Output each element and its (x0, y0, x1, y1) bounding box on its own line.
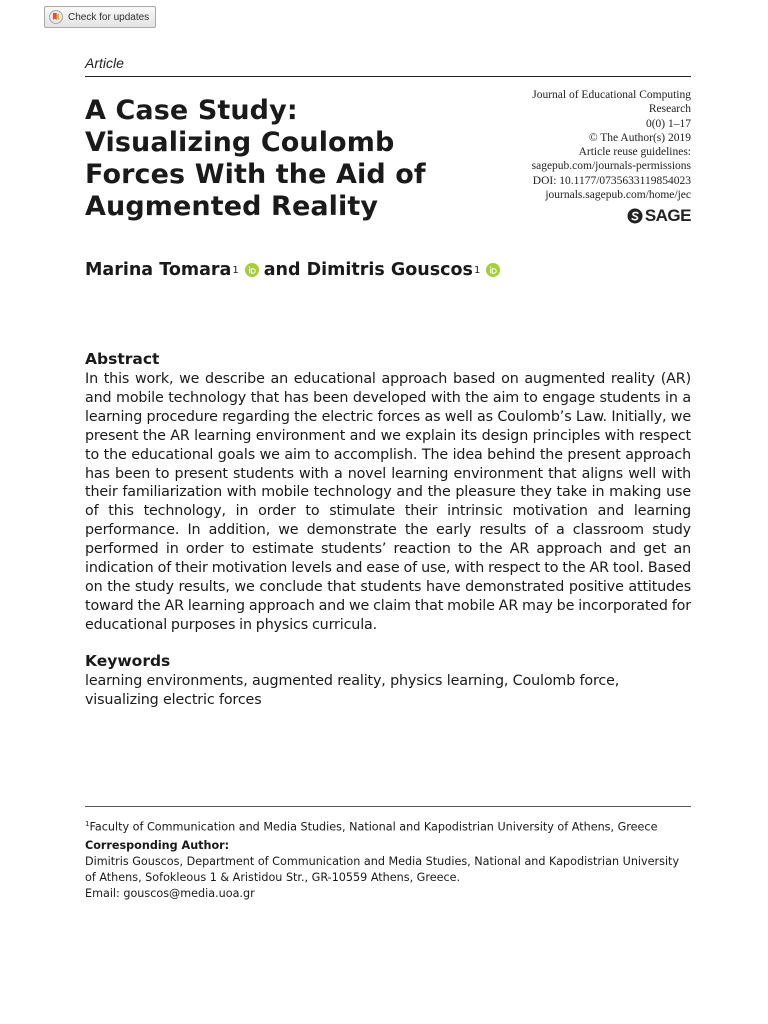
affiliation-mark: 1 (85, 820, 90, 828)
check-updates-icon (49, 10, 63, 24)
keywords-text: learning environments, augmented reality, physics learning, Coulomb force, visualizing electric forces (85, 673, 620, 708)
article-title: A Case Study: Visualizing Coulomb Forces With the Aid of Augmented Reality (85, 95, 426, 222)
sage-logo-icon (627, 208, 643, 224)
header-rule (85, 76, 691, 77)
corresponding-author-label: Corresponding Author: (85, 839, 230, 852)
corresponding-author-email[interactable]: Email: gouscos@media.uoa.gr (85, 887, 255, 900)
journal-volume: 0(0) 1–17 (645, 117, 691, 130)
article-type-label: Article (85, 55, 124, 71)
publisher-logo (627, 206, 691, 226)
doi[interactable]: DOI: 10.1177/0735633119854023 (532, 174, 691, 187)
reuse-guidelines: Article reuse guidelines: (578, 146, 691, 159)
author-separator: and (263, 260, 301, 280)
affiliation-footnote (85, 817, 705, 835)
check-for-updates-button[interactable] (44, 6, 156, 28)
copyright: © The Author(s) 2019 (588, 131, 691, 144)
publisher-name: SAGE (644, 206, 691, 225)
abstract-text: In this work, we describe an educational approach based on augmented reality (AR) and mobile technology that has been developed with the aim to engage students in a learning procedure regarding the electric forces as well as Coulomb’s Law. Initially, we present the AR learning environment and we explain its design principles with respect to the educational goals we aim to accomplish. The idea behind the present approach has been to present students with a novel learning environment that aligns well with their familiarization with mobile technology and the pleasure they take in making use of this technology, in order to stimulate their intrinsic motivation and learning performance. In addition, we demonstrate the early results of a classroom study performed in order to estimate students’ reaction to the AR approach and get an indication of their motivation levels and ease of use, with respect to the AR tool. Based on the study results, we conclude that students have demonstrated positive attitudes toward the AR learning approach and we claim that mobile AR may be incorporated for educational purposes in physics curricula. (85, 371, 691, 633)
author-name: Marina Tomara (85, 260, 232, 280)
keywords-heading: Keywords (85, 652, 171, 670)
journal-name-cont: Research (648, 103, 691, 116)
footnote-rule (85, 806, 691, 807)
reuse-link[interactable]: sagepub.com/journals-permissions (531, 160, 691, 173)
journal-info (491, 88, 691, 202)
orcid-icon[interactable] (245, 263, 259, 277)
corresponding-author (85, 838, 691, 902)
author-affiliation-mark: 1 (232, 265, 239, 276)
author-list (85, 260, 505, 280)
journal-home-link[interactable]: journals.sagepub.com/home/jec (545, 189, 691, 202)
abstract-heading: Abstract (85, 350, 160, 368)
corresponding-author-text: Dimitris Gouscos, Department of Communication and Media Studies, National and Kapodistrian University of Athens, Sofokleous 1 & Aristidou Str., GR-10559 Athens, Greece. (85, 855, 680, 884)
affiliation-text: Faculty of Communication and Media Studies, National and Kapodistrian University of Athens, Greece (89, 820, 658, 834)
journal-name: Journal of Educational Computing (532, 89, 691, 101)
author-name: Dimitris Gouscos (306, 260, 473, 280)
check-for-updates-label: Check for updates (68, 11, 150, 23)
author-affiliation-mark: 1 (473, 265, 481, 276)
orcid-icon[interactable] (486, 263, 500, 277)
